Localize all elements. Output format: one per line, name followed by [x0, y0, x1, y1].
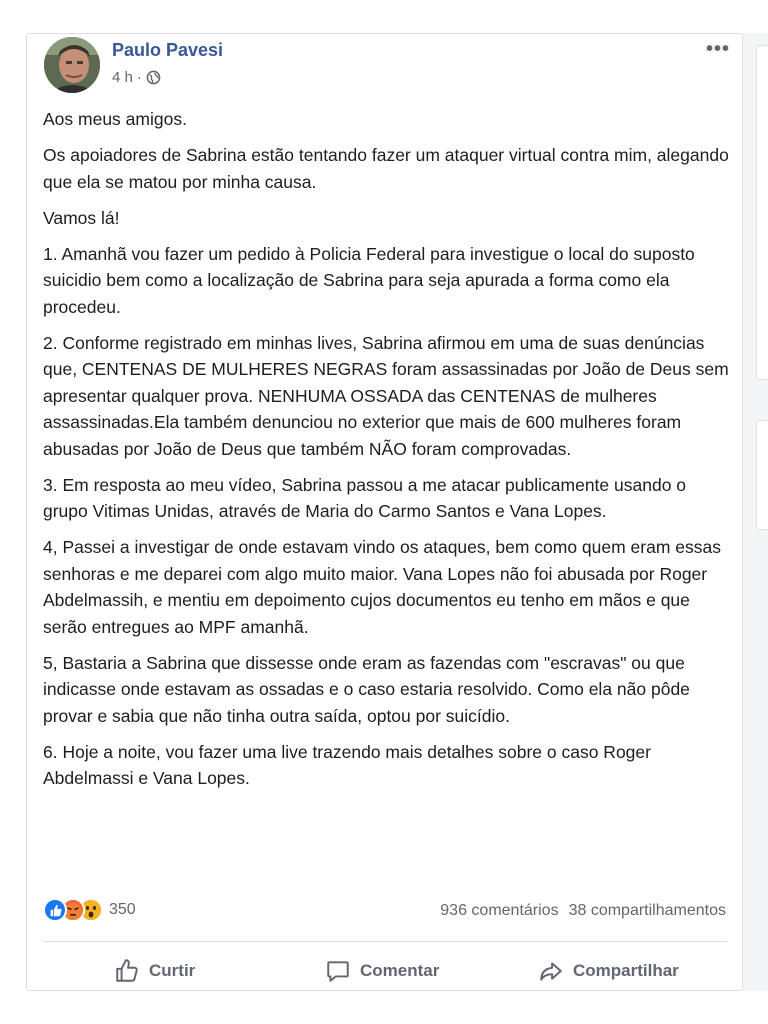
share-label: Compartilhar	[573, 961, 679, 980]
post-paragraph: Vamos lá!	[43, 207, 120, 228]
like-icon	[43, 898, 67, 922]
page-background-left	[0, 0, 26, 1024]
comment-icon	[325, 958, 351, 984]
avatar-photo	[44, 37, 100, 93]
page-background-bottom	[0, 991, 768, 1024]
engagement-stats	[440, 902, 726, 920]
divider	[43, 941, 727, 942]
post-paragraph: 1. Amanhã vou fazer um pedido à Policia Federal para investigue o local do suposto suicidio bem como a localização de Sabrina para seja apurada a forma como ela procedeu.	[43, 243, 695, 317]
share-button[interactable]	[538, 958, 679, 984]
avatar[interactable]	[44, 37, 100, 93]
post-paragraph: 2. Conforme registrado em minhas lives, Sabrina afirmou em uma de suas denúncias que, CENTENAS DE MULHERES NEGRAS foram assassinadas por João de Deus sem apresentar qualquer prova. NENHUMA OSSADA das CENTENAS de mulheres assassinadas.Ela também denunciou no exterior que mais de 600 mulheres foram abusadas por João de Deus que também NÃO foram comprovadas.	[43, 332, 729, 459]
post-time[interactable]: 4 h	[112, 69, 133, 86]
share-icon	[538, 958, 564, 984]
meta-separator: ·	[136, 69, 142, 86]
comment-button[interactable]	[325, 958, 439, 984]
post-paragraph: 6. Hoje a noite, vou fazer uma live trazendo mais detalhes sobre o caso Roger Abdelmassi e Vana Lopes.	[43, 741, 651, 788]
post-paragraph: Os apoiadores de Sabrina estão tentando fazer um ataquer virtual contra mim, alegando que ela se matou por minha causa.	[43, 145, 729, 192]
post-paragraph: 3. Em resposta ao meu vídeo, Sabrina passou a me atacar publicamente usando o grupo Vitimas Unidas, através de Maria do Carmo Santos e Vana Lopes.	[43, 474, 687, 521]
author-name[interactable]: Paulo Pavesi	[112, 40, 224, 60]
comments-count[interactable]: 936 comentários	[440, 902, 559, 919]
page-background-top	[0, 0, 768, 33]
post-paragraph: 4, Passei a investigar de onde estavam vindo os ataques, bem como quem eram essas senhoras e me deparei com algo muito maior. Vana Lopes não foi abusada por Roger Abdelmassih, e mentiu em depoimento cujos documentos eu tenho em mãos e que serão entregues ao MPF amanhã.	[43, 537, 722, 637]
like-label: Curtir	[149, 961, 196, 980]
reactions-summary[interactable]	[43, 898, 136, 922]
post-meta	[112, 69, 161, 86]
post-body	[43, 106, 733, 801]
more-options-icon[interactable]: •••	[706, 38, 731, 60]
adjacent-card-edge	[756, 45, 768, 380]
post-paragraph: Aos meus amigos.	[43, 109, 187, 129]
comment-label: Comentar	[360, 961, 440, 980]
globe-icon[interactable]	[146, 70, 161, 85]
post-paragraph: 5, Bastaria a Sabrina que dissesse onde eram as fazendas com "escravas" ou que indicasse onde estavam as ossadas e o caso estaria resolvido. Como ela não pôde provar e sabia que não tinha outra saída, optou por suicídio.	[43, 652, 690, 726]
reaction-count[interactable]: 350	[109, 901, 136, 918]
adjacent-card-edge	[756, 420, 768, 530]
shares-count[interactable]: 38 compartilhamentos	[568, 902, 726, 919]
like-button[interactable]	[114, 958, 195, 984]
thumbs-up-icon	[114, 958, 140, 984]
